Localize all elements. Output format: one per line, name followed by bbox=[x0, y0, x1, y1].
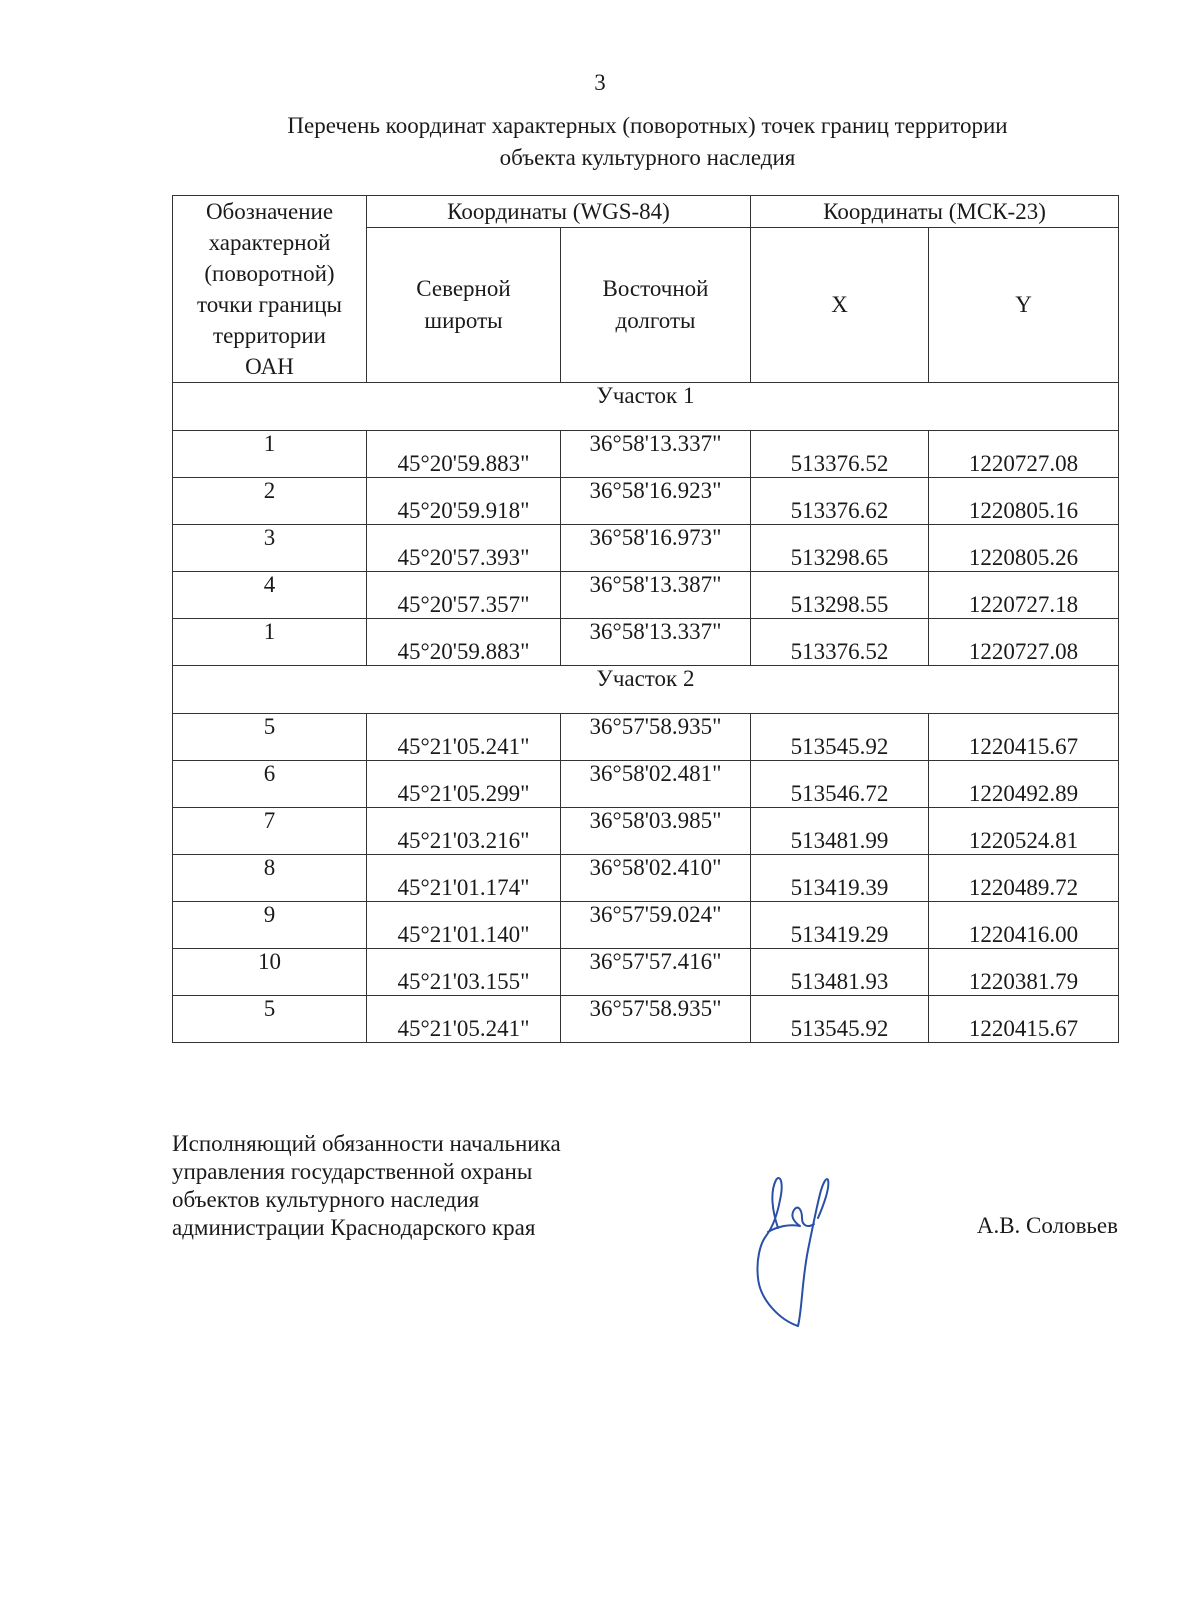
y-coordinate-cell: 1220492.89 bbox=[929, 761, 1119, 808]
x-coordinate-cell: 513298.55 bbox=[751, 572, 929, 619]
y-coordinate-cell: 1220489.72 bbox=[929, 855, 1119, 902]
longitude-cell: 36°58'13.337" bbox=[561, 619, 751, 666]
point-id-cell: 3 bbox=[173, 525, 367, 572]
y-coordinate-cell: 1220381.79 bbox=[929, 949, 1119, 996]
x-coordinate-cell: 513376.52 bbox=[751, 619, 929, 666]
point-id-cell: 5 bbox=[173, 714, 367, 761]
y-coordinate-cell: 1220415.67 bbox=[929, 996, 1119, 1043]
y-coordinate-cell: 1220727.18 bbox=[929, 572, 1119, 619]
table-row bbox=[173, 855, 1119, 902]
section-row bbox=[173, 666, 1119, 714]
handwritten-signature bbox=[750, 1170, 840, 1330]
section-label: Участок 1 bbox=[173, 383, 1119, 431]
page-number: 3 bbox=[594, 70, 606, 95]
table-row bbox=[173, 478, 1119, 525]
x-coordinate-cell: 513419.39 bbox=[751, 855, 929, 902]
point-id-cell: 8 bbox=[173, 855, 367, 902]
y-coordinate-cell: 1220805.16 bbox=[929, 478, 1119, 525]
table-row bbox=[173, 996, 1119, 1043]
y-coordinate-cell: 1220805.26 bbox=[929, 525, 1119, 572]
latitude-cell: 45°21'05.241" bbox=[367, 714, 561, 761]
longitude-cell: 36°58'16.923" bbox=[561, 478, 751, 525]
y-coordinate-cell: 1220416.00 bbox=[929, 902, 1119, 949]
longitude-cell: 36°58'03.985" bbox=[561, 808, 751, 855]
header-y: Y bbox=[929, 228, 1119, 383]
y-coordinate-cell: 1220727.08 bbox=[929, 619, 1119, 666]
latitude-cell: 45°21'03.155" bbox=[367, 949, 561, 996]
point-id-cell: 4 bbox=[173, 572, 367, 619]
signer-line-4: администрации Краснодарского края bbox=[172, 1215, 536, 1240]
table-row bbox=[173, 761, 1119, 808]
x-coordinate-cell: 513545.92 bbox=[751, 996, 929, 1043]
table-row bbox=[173, 619, 1119, 666]
latitude-cell: 45°21'03.216" bbox=[367, 808, 561, 855]
point-id-cell: 9 bbox=[173, 902, 367, 949]
signer-line-2: управления государственной охраны bbox=[172, 1159, 533, 1184]
title-line-2: объекта культурного наследия bbox=[499, 145, 796, 170]
section-row bbox=[173, 383, 1119, 431]
longitude-cell: 36°57'57.416" bbox=[561, 949, 751, 996]
x-coordinate-cell: 513481.99 bbox=[751, 808, 929, 855]
title-line-1: Перечень координат характерных (поворотных) точек границ территории bbox=[287, 113, 1008, 138]
table-row bbox=[173, 525, 1119, 572]
header-group-msk23: Координаты (МСК-23) bbox=[751, 196, 1119, 228]
latitude-cell: 45°21'01.140" bbox=[367, 902, 561, 949]
longitude-cell: 36°58'16.973" bbox=[561, 525, 751, 572]
x-coordinate-cell: 513481.93 bbox=[751, 949, 929, 996]
longitude-cell: 36°57'58.935" bbox=[561, 996, 751, 1043]
header-point-designation: Обозначение характерной (поворотной) точки границы территории ОАН bbox=[173, 196, 367, 383]
point-id-cell: 6 bbox=[173, 761, 367, 808]
longitude-cell: 36°57'58.935" bbox=[561, 714, 751, 761]
table-row bbox=[173, 714, 1119, 761]
point-id-cell: 2 bbox=[173, 478, 367, 525]
latitude-cell: 45°20'59.883" bbox=[367, 431, 561, 478]
latitude-cell: 45°21'05.299" bbox=[367, 761, 561, 808]
x-coordinate-cell: 513545.92 bbox=[751, 714, 929, 761]
signer-line-1: Исполняющий обязанности начальника bbox=[172, 1131, 561, 1156]
x-coordinate-cell: 513546.72 bbox=[751, 761, 929, 808]
y-coordinate-cell: 1220524.81 bbox=[929, 808, 1119, 855]
header-longitude: Восточной долготы bbox=[561, 228, 751, 383]
y-coordinate-cell: 1220727.08 bbox=[929, 431, 1119, 478]
x-coordinate-cell: 513376.52 bbox=[751, 431, 929, 478]
point-id-cell: 1 bbox=[173, 431, 367, 478]
longitude-cell: 36°57'59.024" bbox=[561, 902, 751, 949]
point-id-cell: 10 bbox=[173, 949, 367, 996]
x-coordinate-cell: 513298.65 bbox=[751, 525, 929, 572]
latitude-cell: 45°20'59.918" bbox=[367, 478, 561, 525]
document-title bbox=[160, 110, 1135, 174]
latitude-cell: 45°20'57.357" bbox=[367, 572, 561, 619]
latitude-cell: 45°21'01.174" bbox=[367, 855, 561, 902]
table-row bbox=[173, 431, 1119, 478]
table-row bbox=[173, 949, 1119, 996]
coordinates-table bbox=[172, 195, 1119, 1043]
header-x: X bbox=[751, 228, 929, 383]
longitude-cell: 36°58'13.387" bbox=[561, 572, 751, 619]
table-row bbox=[173, 902, 1119, 949]
table-row bbox=[173, 572, 1119, 619]
point-id-cell: 7 bbox=[173, 808, 367, 855]
x-coordinate-cell: 513376.62 bbox=[751, 478, 929, 525]
signer-line-3: объектов культурного наследия bbox=[172, 1187, 480, 1212]
table-row bbox=[173, 808, 1119, 855]
signer-name: А.В. Соловьев bbox=[976, 1213, 1118, 1238]
header-group-wgs84: Координаты (WGS-84) bbox=[367, 196, 751, 228]
longitude-cell: 36°58'02.481" bbox=[561, 761, 751, 808]
section-label: Участок 2 bbox=[173, 666, 1119, 714]
point-id-cell: 5 bbox=[173, 996, 367, 1043]
latitude-cell: 45°20'59.883" bbox=[367, 619, 561, 666]
x-coordinate-cell: 513419.29 bbox=[751, 902, 929, 949]
longitude-cell: 36°58'13.337" bbox=[561, 431, 751, 478]
longitude-cell: 36°58'02.410" bbox=[561, 855, 751, 902]
latitude-cell: 45°21'05.241" bbox=[367, 996, 561, 1043]
y-coordinate-cell: 1220415.67 bbox=[929, 714, 1119, 761]
signer-position bbox=[172, 1130, 561, 1242]
header-latitude: Северной широты bbox=[367, 228, 561, 383]
point-id-cell: 1 bbox=[173, 619, 367, 666]
latitude-cell: 45°20'57.393" bbox=[367, 525, 561, 572]
